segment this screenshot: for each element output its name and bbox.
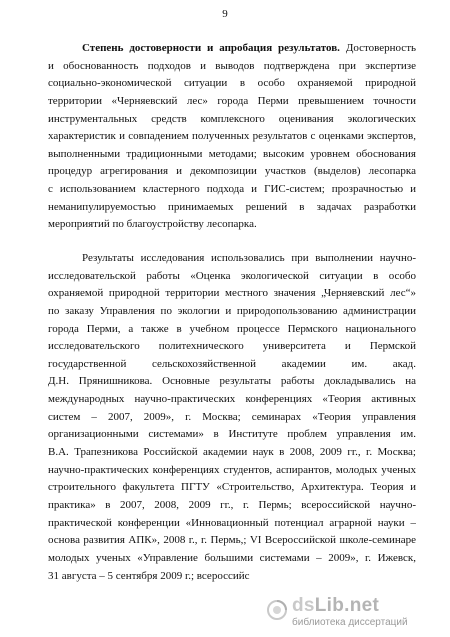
watermark-caption: библиотека диссертаций — [292, 617, 408, 628]
paragraph-line: процедур агрегирования и декомпозиции участков (выделов) лесопарка — [48, 165, 416, 178]
paragraph-line: основа развития АПК», 2008 г., г. Пермь,; VI Всероссийской школе-семинаре — [48, 534, 416, 547]
paragraph-line: характеристик и совпадением полученных результатов с оценками экспертов, — [48, 130, 416, 143]
paragraph-line: охраняемой природной территории местного значения „Черняевский лес“» — [48, 287, 416, 300]
paragraph-line: Д.Н. Прянишникова. Основные результаты работы докладывались на — [48, 375, 416, 388]
heading-continuation: Достоверность — [345, 42, 416, 54]
watermark-site-name — [292, 595, 379, 617]
paragraph-line: практической конференции «Инновационный потенциал аграрной науки – — [48, 516, 416, 529]
dslib-logo-icon — [266, 599, 288, 621]
paragraph-line: территории «Черняевский лес» города Перми превышением точности — [48, 94, 416, 107]
paragraph-line: молодых ученых «Управление большими системами – 2009», г. Ижевск, — [48, 551, 416, 564]
paragraph-line: международных научно-практических конференциях «Теория активных — [48, 393, 416, 406]
watermark-site-prefix: ds — [292, 595, 315, 616]
paragraph-line: с использованием кластерного подхода и ГИС-систем; прозрачностью и — [48, 183, 416, 196]
paragraph-results — [48, 250, 416, 585]
paragraph-line: научно-практических конференциях студентов, аспирантов, молодых ученых — [48, 463, 416, 476]
paragraph-line: 31 августа – 5 сентября 2009 г.; всероссийс — [48, 569, 250, 582]
paragraph-line: и обоснованность подходов и выводов подтверждена при экспертизе — [48, 59, 416, 72]
paragraph-line — [48, 40, 416, 58]
paragraph-line: неманипулируемостью принимаемых решений в задачах разработки — [48, 200, 416, 213]
paragraph-line: по заказу Управления по экологии и природопользованию администрации — [48, 304, 416, 317]
section-heading: Степень достоверности и апробация результатов. — [82, 42, 340, 54]
paragraph-line: строительного факультета ПГТУ «Строительство, Архитектура. Теория и — [48, 481, 416, 494]
paragraph-validity — [48, 40, 416, 234]
paragraph-line: В.А. Трапезникова Российской академии наук в 2008, 2009 гг., г. Москва; — [48, 446, 416, 459]
paragraph-line: мероприятий по благоустройству лесопарка. — [48, 218, 257, 231]
page-number: 9 — [222, 8, 228, 20]
paragraph-line: исследовательской работы «Оценка экологической ситуации в особо — [48, 269, 416, 282]
paragraph-line: города Перми, а также в учебном процессе Пермского национального — [48, 322, 416, 335]
paragraph-line: организационными системами» в Институте проблем управления им. — [48, 428, 416, 441]
paragraph-line: выполненными традиционными методами; высоким уровнем обоснования — [48, 147, 416, 160]
paragraph-line: инструментальных средств комплексного оценивания экологических — [48, 112, 416, 125]
paragraph-line: исследовательского политехнического университета и Пермской — [48, 340, 416, 353]
watermark — [262, 597, 442, 631]
paragraph-line: практика» в 2007, 2008, 2009 гг., г. Пермь; всероссийской научно- — [48, 498, 416, 511]
paragraph-line: социально-экономической ситуации в особо охраняемой природной — [48, 77, 416, 90]
watermark-site-suffix: Lib.net — [314, 595, 380, 616]
paragraph-line: государственной сельскохозяйственной академии им. акад. — [48, 357, 416, 370]
paragraph-line: систем – 2007, 2009», г. Москва; семинарах «Теория управления — [48, 410, 416, 423]
paragraph-line: Результаты исследования использовались при выполнении научно- — [82, 252, 416, 264]
